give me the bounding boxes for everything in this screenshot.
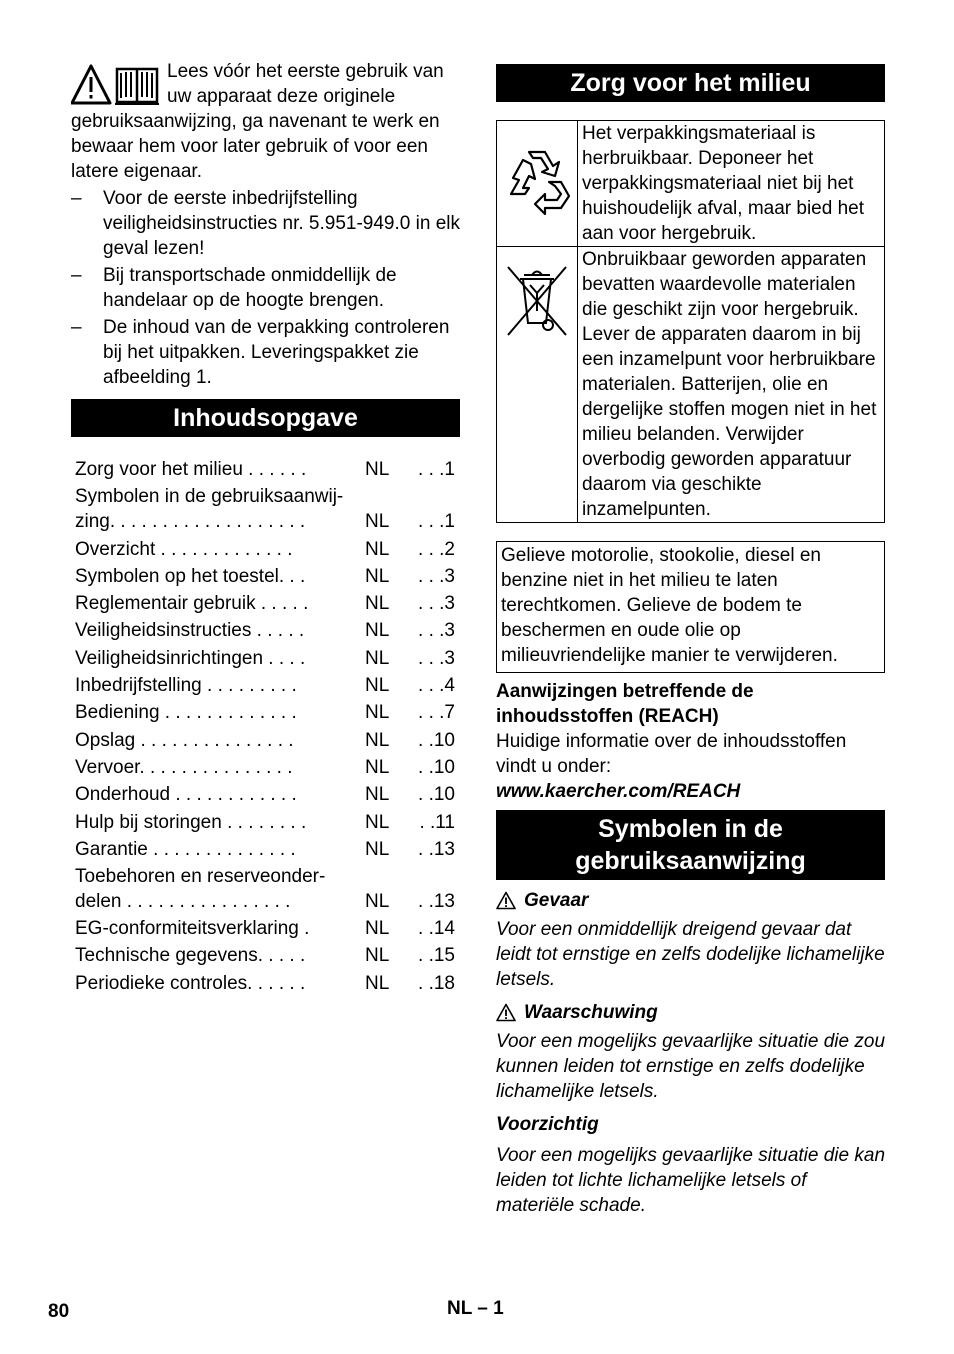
warning-manual-icon bbox=[71, 63, 161, 107]
toc-title: Veiligheidsinrichtingen . . . . bbox=[75, 647, 306, 669]
toc-page: . .11 bbox=[419, 811, 455, 833]
oil-notice: Gelieve motorolie, stookolie, diesel en benzine niet in het milieu te laten terechtkomen. Gelieve de bodem te beschermen en oude olie op milieuvriendelijke manier te verwijderen. bbox=[496, 541, 885, 673]
toc-title: Reglementair gebruik . . . . . bbox=[75, 593, 309, 615]
right-column bbox=[496, 64, 885, 1218]
toc-line bbox=[75, 943, 460, 968]
table-of-contents bbox=[71, 455, 460, 996]
toc-page: . .18 bbox=[418, 972, 455, 994]
toc-page: . . .1 bbox=[418, 459, 455, 481]
reach-link[interactable]: www.kaercher.com/REACH bbox=[496, 781, 741, 802]
warning-triangle-icon bbox=[496, 1003, 516, 1022]
toc-title: Veiligheidsinstructies . . . . . bbox=[75, 620, 305, 642]
toc-title: zing. . . . . . . . . . . . . . . . . . . bbox=[75, 511, 306, 533]
recycle-cell bbox=[497, 121, 578, 247]
toc-page: . . .1 bbox=[418, 511, 455, 533]
toc-row[interactable] bbox=[75, 671, 460, 698]
toc-lang: NL bbox=[365, 675, 390, 697]
toc-title: Symbolen op het toestel. . . bbox=[75, 565, 306, 587]
crossed-bin-icon bbox=[504, 263, 570, 339]
toc-lang: NL bbox=[365, 702, 390, 724]
toc-line bbox=[75, 810, 460, 835]
toc-line bbox=[75, 457, 460, 482]
packaging-text: Het verpakkingsmateriaal is herbruikbaar. Deponeer het verpakkingsmateriaal niet bij het huishoudelijk afval, maar bied het aan voor hergebruik. bbox=[578, 121, 885, 247]
toc-lang: NL bbox=[365, 511, 390, 533]
toc-page: . . .2 bbox=[418, 538, 455, 560]
toc-title: Onderhoud . . . . . . . . . . . . bbox=[75, 784, 297, 806]
toc-title: Zorg voor het milieu . . . . . . bbox=[75, 459, 307, 481]
toc-line bbox=[75, 837, 460, 862]
toc-page: . .10 bbox=[418, 784, 455, 806]
toc-title: Hulp bij storingen . . . . . . . . bbox=[75, 811, 307, 833]
toc-row[interactable] bbox=[75, 914, 460, 941]
toc-line bbox=[75, 755, 460, 780]
danger-heading: Gevaar bbox=[496, 888, 885, 913]
list-item: – De inhoud van de verpakking controleren bij het uitpakken. Leveringspakket zie afbeelding 1. bbox=[71, 317, 450, 388]
toc-row[interactable] bbox=[75, 780, 460, 807]
caution-heading: Voorzichtig bbox=[496, 1114, 599, 1135]
toc-row[interactable] bbox=[75, 616, 460, 643]
warning-heading: Waarschuwing bbox=[496, 1000, 885, 1025]
toc-row[interactable] bbox=[75, 941, 460, 968]
toc-row[interactable] bbox=[75, 562, 460, 589]
toc-title: delen . . . . . . . . . . . . . . . . bbox=[75, 890, 291, 912]
left-column bbox=[71, 59, 460, 996]
toc-row[interactable] bbox=[75, 753, 460, 780]
toc-title: Bediening . . . . . . . . . . . . . bbox=[75, 702, 297, 724]
intro-list bbox=[71, 186, 460, 390]
environment-heading: Zorg voor het milieu bbox=[496, 64, 885, 102]
toc-title: Inbedrijfstelling . . . . . . . . . bbox=[75, 675, 297, 697]
intro-icons bbox=[71, 63, 161, 107]
reach-text: Huidige informatie over de inhoudsstoffen vindt u onder: bbox=[496, 731, 847, 777]
caution-text: Voor een mogelijks gevaarlijke situatie die kan leiden tot lichte lichamelijke letsels of materiële schade. bbox=[496, 1145, 886, 1216]
toc-line bbox=[75, 618, 460, 643]
toc-lang: NL bbox=[365, 647, 390, 669]
recycle-icon bbox=[499, 142, 575, 218]
toc-page: . .13 bbox=[418, 838, 455, 860]
toc-lang: NL bbox=[365, 593, 390, 615]
toc-line bbox=[75, 646, 460, 671]
toc-page: . .13 bbox=[418, 890, 455, 912]
toc-line bbox=[75, 700, 460, 725]
toc-row[interactable] bbox=[75, 455, 460, 482]
toc-line bbox=[75, 564, 460, 589]
page-number: 80 bbox=[48, 1301, 70, 1322]
toc-lang: NL bbox=[365, 729, 390, 751]
toc-title: Garantie . . . . . . . . . . . . . . bbox=[75, 838, 296, 860]
toc-row[interactable] bbox=[75, 482, 460, 534]
toc-row[interactable] bbox=[75, 835, 460, 862]
toc-title-line1: Toebehoren en reserveonder- bbox=[75, 865, 326, 887]
reach-heading: Aanwijzingen betreffende de inhoudsstoffen (REACH) bbox=[496, 681, 754, 727]
table-row bbox=[497, 247, 885, 523]
toc-line bbox=[75, 537, 460, 562]
warning-text: Voor een mogelijks gevaarlijke situatie die zou kunnen leiden tot ernstige en zelfs dodelijke lichamelijke letsels. bbox=[496, 1031, 886, 1102]
toc-lang: NL bbox=[365, 784, 390, 806]
toc-page: . . .3 bbox=[418, 565, 455, 587]
danger-triangle-icon bbox=[496, 891, 516, 910]
toc-row[interactable] bbox=[75, 725, 460, 752]
toc-row[interactable] bbox=[75, 534, 460, 561]
toc-line bbox=[75, 673, 460, 698]
toc-page: . .14 bbox=[418, 918, 455, 940]
toc-page: . . .3 bbox=[418, 647, 455, 669]
toc-lang: NL bbox=[365, 811, 390, 833]
toc-page: . .15 bbox=[418, 945, 455, 967]
intro-text: Lees vóór het eerste gebruik van uw apparaat deze originele gebruiksaanwijzing, ga navenant te werk en bewaar hem voor later gebruik of voor een latere eigenaar. bbox=[71, 61, 444, 182]
toc-page: . .10 bbox=[418, 756, 455, 778]
intro-section bbox=[71, 59, 460, 390]
list-item: – Voor de eerste inbedrijfstelling veiligheidsinstructies nr. 5.951-949.0 in elk geval lezen! bbox=[71, 188, 460, 259]
danger-text: Voor een onmiddellijk dreigend gevaar dat leidt tot ernstige en zelfs dodelijke lichamelijke letsels. bbox=[496, 919, 885, 990]
environment-table bbox=[496, 120, 885, 523]
toc-page: . . .3 bbox=[418, 620, 455, 642]
toc-line bbox=[75, 889, 460, 914]
toc-page: . . .3 bbox=[418, 593, 455, 615]
table-row bbox=[497, 121, 885, 247]
toc-line bbox=[75, 916, 460, 941]
toc-line bbox=[75, 728, 460, 753]
toc-heading: Inhoudsopgave bbox=[71, 399, 460, 437]
toc-lang: NL bbox=[365, 838, 390, 860]
toc-row[interactable] bbox=[75, 643, 460, 670]
bin-cell bbox=[497, 247, 578, 523]
toc-line bbox=[75, 509, 460, 534]
toc-lang: NL bbox=[365, 756, 390, 778]
toc-row[interactable] bbox=[75, 862, 460, 914]
symbols-heading: Symbolen in de gebruiksaanwijzing bbox=[496, 810, 885, 880]
toc-title: EG-conformiteitsverklaring . bbox=[75, 918, 310, 940]
toc-title: Overzicht . . . . . . . . . . . . . bbox=[75, 538, 293, 560]
toc-lang: NL bbox=[365, 918, 390, 940]
toc-title: Technische gegevens. . . . . bbox=[75, 945, 306, 967]
toc-lang: NL bbox=[365, 459, 390, 481]
toc-row[interactable] bbox=[75, 698, 460, 725]
toc-line bbox=[75, 591, 460, 616]
toc-title-line1: Symbolen in de gebruiksaanwij- bbox=[75, 486, 344, 508]
toc-line bbox=[75, 782, 460, 807]
toc-lang: NL bbox=[365, 620, 390, 642]
list-item: – Bij transportschade onmiddellijk de handelaar op de hoogte brengen. bbox=[71, 265, 397, 311]
toc-row[interactable] bbox=[75, 589, 460, 616]
toc-row[interactable] bbox=[75, 968, 460, 995]
toc-page: . . .7 bbox=[418, 702, 455, 724]
toc-lang: NL bbox=[365, 972, 390, 994]
toc-lang: NL bbox=[365, 945, 390, 967]
toc-page: . .10 bbox=[418, 729, 455, 751]
toc-page: . . .4 bbox=[418, 675, 455, 697]
toc-lang: NL bbox=[365, 890, 390, 912]
language-page: NL – 1 bbox=[447, 1298, 504, 1319]
toc-title: Opslag . . . . . . . . . . . . . . . bbox=[75, 729, 294, 751]
toc-title: Periodieke controles. . . . . . bbox=[75, 972, 306, 994]
toc-title: Vervoer. . . . . . . . . . . . . . . bbox=[75, 756, 293, 778]
toc-lang: NL bbox=[365, 538, 390, 560]
toc-line bbox=[75, 971, 460, 996]
appliance-text: Onbruikbaar geworden apparaten bevatten waardevolle materialen die geschikt zijn voor hergebruik. Lever de apparaten daarom in bij een inzamelpunt voor herbruikbare materialen. Batterijen, olie en dergelijke stoffen mogen niet in het milieu belanden. Verwijder overbodig geworden apparatuur daarom via geschikte inzamelpunten. bbox=[578, 247, 885, 523]
toc-row[interactable] bbox=[75, 807, 460, 834]
toc-lang: NL bbox=[365, 565, 390, 587]
